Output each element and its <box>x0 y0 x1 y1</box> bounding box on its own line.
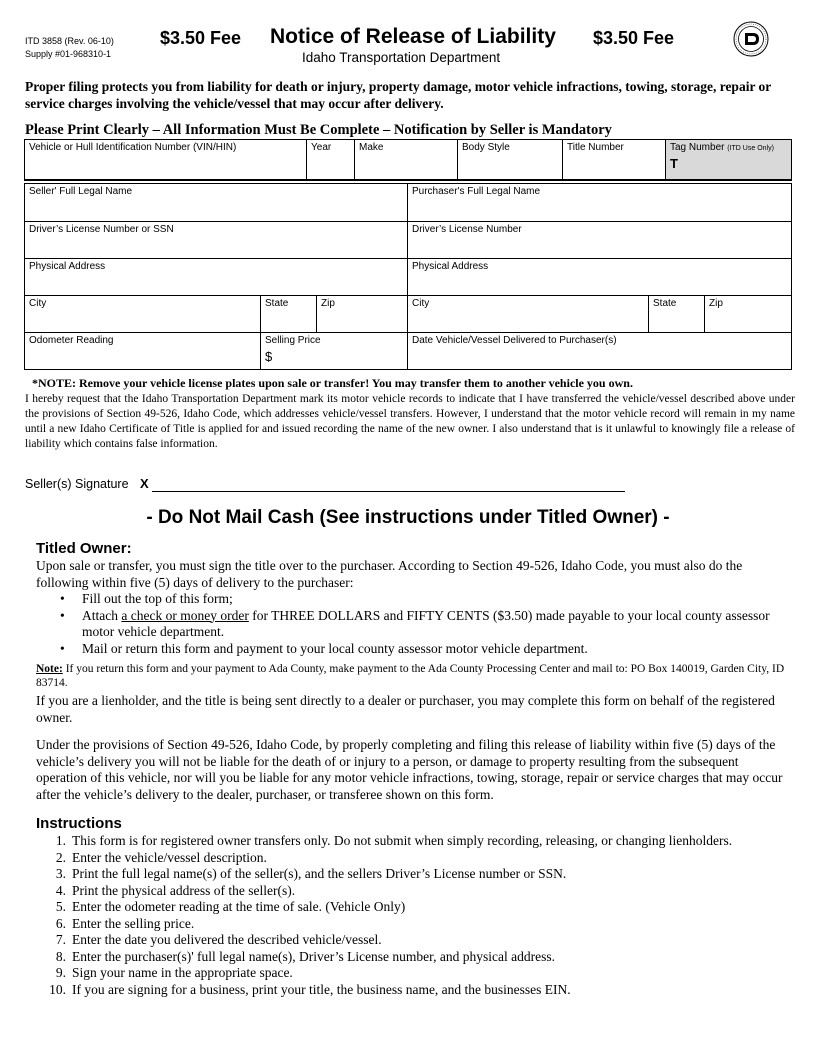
selling-price-field[interactable] <box>261 333 408 369</box>
instruction-number: 1. <box>55 833 66 848</box>
seller-address-label: Physical Address <box>29 261 106 272</box>
instructions-list <box>26 833 786 998</box>
instruction-item <box>55 833 786 850</box>
liability-lead-text: Proper filing protects you from liability for death or injury, property damage, motor vehicle infractions, towing, storage, repair or service charges involving the vehicle/vessel that may occur after delivery. <box>25 79 772 111</box>
year-label: Year <box>311 142 332 153</box>
bullet-mail-form: Mail or return this form and payment to your local county assessor motor vehicle department. <box>82 640 588 656</box>
purchaser-address-label: Physical Address <box>412 261 489 272</box>
instruction-number: 9. <box>55 965 66 980</box>
seller-license-field[interactable] <box>25 222 408 259</box>
title-number-field[interactable] <box>563 140 666 180</box>
instruction-text: Enter the date you delivered the described vehicle/vessel. <box>72 932 382 947</box>
instruction-item <box>55 882 786 900</box>
seller-zip-field[interactable] <box>317 296 408 333</box>
instruction-item <box>55 915 786 933</box>
instruction-number: 8. <box>55 948 66 964</box>
check-or-money-order: a check or money order <box>121 607 249 623</box>
make-field[interactable] <box>355 140 458 180</box>
instruction-text: If you are signing for a business, print your title, the business name, and the businesses EIN. <box>72 981 571 997</box>
purchaser-zip-field[interactable] <box>705 296 791 333</box>
bullet-attach-pre: Attach <box>82 607 122 623</box>
signature-label: Seller(s) Signature <box>25 477 129 491</box>
titled-owner-body <box>36 558 786 657</box>
date-delivered-label: Date Vehicle/Vessel Delivered to Purchaser(s) <box>412 335 617 346</box>
titled-owner-bullets <box>36 591 786 657</box>
license-plate-note: *NOTE: Remove your vehicle license plates upon sale or transfer! You may transfer them to another vehicle you own. <box>32 376 633 390</box>
vin-label: Vehicle or Hull Identification Number (VIN/HIN) <box>29 142 237 153</box>
make-label: Make <box>359 142 384 153</box>
seller-address-field[interactable] <box>25 259 408 296</box>
release-statement: I hereby request that the Idaho Transportation Department mark its motor vehicle records to indicate that I have transferred the vehicle/vessel described above under the provisions of Section 49-526, Idaho Code, which addresses vehicle/vessel transfers. However, I understand that the motor vehicle record will remain in my name until a new Idaho Certificate of Title is applied for and issued recording the name of the new owner. I also understand that is it unlawful to knowingly file a release of liability which contains false information. <box>25 393 795 450</box>
seller-city-field[interactable] <box>25 296 261 333</box>
vin-field[interactable] <box>25 140 307 180</box>
purchaser-zip-label: Zip <box>709 298 723 309</box>
instructions-heading: Instructions <box>36 815 122 832</box>
body-style-field[interactable] <box>458 140 563 180</box>
odometer-label: Odometer Reading <box>29 335 114 346</box>
do-not-mail-cash-banner: - Do Not Mail Cash (See instructions under Titled Owner) - <box>146 507 670 528</box>
instruction-number: 7. <box>55 932 66 947</box>
instruction-item <box>55 866 786 883</box>
note-label: Note: <box>36 663 63 675</box>
seller-zip-label: Zip <box>321 298 335 309</box>
seller-state-label: State <box>265 298 289 309</box>
titled-owner-intro: Upon sale or transfer, you must sign the title over to the purchaser. According to Section 49-526, Idaho Code, you must also do the following within five (5) days of delivery to the purchaser: <box>36 558 743 590</box>
titled-owner-heading: Titled Owner: <box>36 540 132 557</box>
signature-line[interactable] <box>152 491 625 492</box>
purchaser-address-field[interactable] <box>408 259 791 296</box>
instruction-number: 2. <box>55 849 66 865</box>
instruction-text: This form is for registered owner transfers only. Do not submit when simply recording, releasing, or changing lienholders. <box>72 833 733 848</box>
instruction-number: 3. <box>55 866 66 881</box>
instruction-text: Print the full legal name(s) of the seller(s), and the sellers Driver’s License number or SSN. <box>72 866 567 881</box>
department-name: Idaho Transportation Department <box>302 50 501 65</box>
fee-left: $3.50 Fee <box>160 28 242 48</box>
seller-license-label: Driver’s License Number or SSN <box>29 224 174 235</box>
instruction-text: Enter the vehicle/vessel description. <box>72 849 267 865</box>
seller-name-field[interactable] <box>25 184 408 222</box>
instruction-number: 6. <box>55 915 66 931</box>
form-code-block <box>25 35 114 61</box>
instruction-item <box>55 849 786 867</box>
bullet-attach-post: for THREE DOLLARS and FIFTY CENTS ($3.50) made payable to your local county assessor motor vehicle department. <box>82 607 770 639</box>
seller-name-label: Seller' Full Legal Name <box>29 186 133 197</box>
form-title: Notice of Release of Liability <box>270 25 556 48</box>
purchaser-name-label: Purchaser's Full Legal Name <box>412 186 541 197</box>
bullet-fill-form: Fill out the top of this form; <box>82 591 233 606</box>
date-delivered-field[interactable] <box>408 333 791 369</box>
instruction-text: Enter the odometer reading at the time of sale. (Vehicle Only) <box>72 899 406 914</box>
tag-number-label: Tag Number <box>670 142 725 153</box>
instruction-item <box>55 899 786 916</box>
purchaser-city-field[interactable] <box>408 296 649 333</box>
provisions-paragraph: Under the provisions of Section 49-526, Idaho Code, by properly completing and filing this release of liability within five (5) days of the vehicle’s delivery you will not be liable for the death of or injury to a person, or damage to property resulting from the subsequent operation of this vehicle, nor will you be liable for any motor vehicle infractions, towing, storage, repair or service charges that may occur after the vehicle’s delivery to the dealer, purchaser, or transferee shown on this form. <box>36 737 783 802</box>
purchaser-name-field[interactable] <box>408 184 791 222</box>
fee-right: $3.50 Fee <box>593 28 675 48</box>
titled-owner-section <box>36 540 786 557</box>
list-item <box>82 591 786 608</box>
party-info-table <box>24 183 792 370</box>
seller-state-field[interactable] <box>261 296 317 333</box>
list-item <box>82 608 786 641</box>
supply-number: Supply #01-968310-1 <box>25 49 112 59</box>
tag-number-field <box>666 140 791 180</box>
idaho-transportation-seal-icon <box>733 21 769 57</box>
seller-city-label: City <box>29 298 47 309</box>
purchaser-license-label: Driver’s License Number <box>412 224 522 235</box>
instruction-number: 10. <box>49 981 66 997</box>
lienholder-paragraph: If you are a lienholder, and the title is being sent directly to a dealer or purchaser, you may complete this form on behalf of the registered owner. <box>36 693 775 725</box>
selling-price-currency: $ <box>265 349 273 364</box>
form-number: ITD 3858 (Rev. 06-10) <box>25 36 114 46</box>
instruction-item <box>55 948 786 966</box>
instruction-item <box>49 981 786 999</box>
year-field[interactable] <box>307 140 355 180</box>
instruction-text: Enter the purchaser(s)' full legal name(s), Driver’s License number, and physical address. <box>72 948 555 964</box>
print-clearly-heading: Please Print Clearly – All Information Must Be Complete – Notification by Seller is Mandatory <box>25 122 612 138</box>
vehicle-info-table <box>24 139 792 181</box>
instructions-list-wrap <box>26 833 786 998</box>
tag-number-note: (ITD Use Only) <box>727 145 774 152</box>
instruction-text: Print the physical address of the seller(s). <box>72 882 296 898</box>
title-number-label: Title Number <box>567 142 624 153</box>
instruction-number: 4. <box>55 882 66 898</box>
signature-x-mark: X <box>140 476 149 491</box>
ada-county-note <box>36 662 786 690</box>
purchaser-license-field[interactable] <box>408 222 791 259</box>
list-item <box>82 641 786 658</box>
body-style-label: Body Style <box>462 142 510 153</box>
purchaser-city-label: City <box>412 298 430 309</box>
tag-number-value: T <box>670 156 678 171</box>
instruction-item <box>55 932 786 949</box>
note-text: If you return this form and your payment to Ada County, make payment to the Ada County Processing Center and mail to: PO Box 140019, Garden City, ID 83714. <box>36 663 785 689</box>
instruction-item <box>55 965 786 982</box>
instruction-number: 5. <box>55 899 66 914</box>
purchaser-state-label: State <box>653 298 677 309</box>
instruction-text: Enter the selling price. <box>72 915 195 931</box>
instruction-text: Sign your name in the appropriate space. <box>72 965 293 980</box>
odometer-field[interactable] <box>25 333 261 369</box>
purchaser-state-field[interactable] <box>649 296 705 333</box>
selling-price-label: Selling Price <box>265 335 321 346</box>
